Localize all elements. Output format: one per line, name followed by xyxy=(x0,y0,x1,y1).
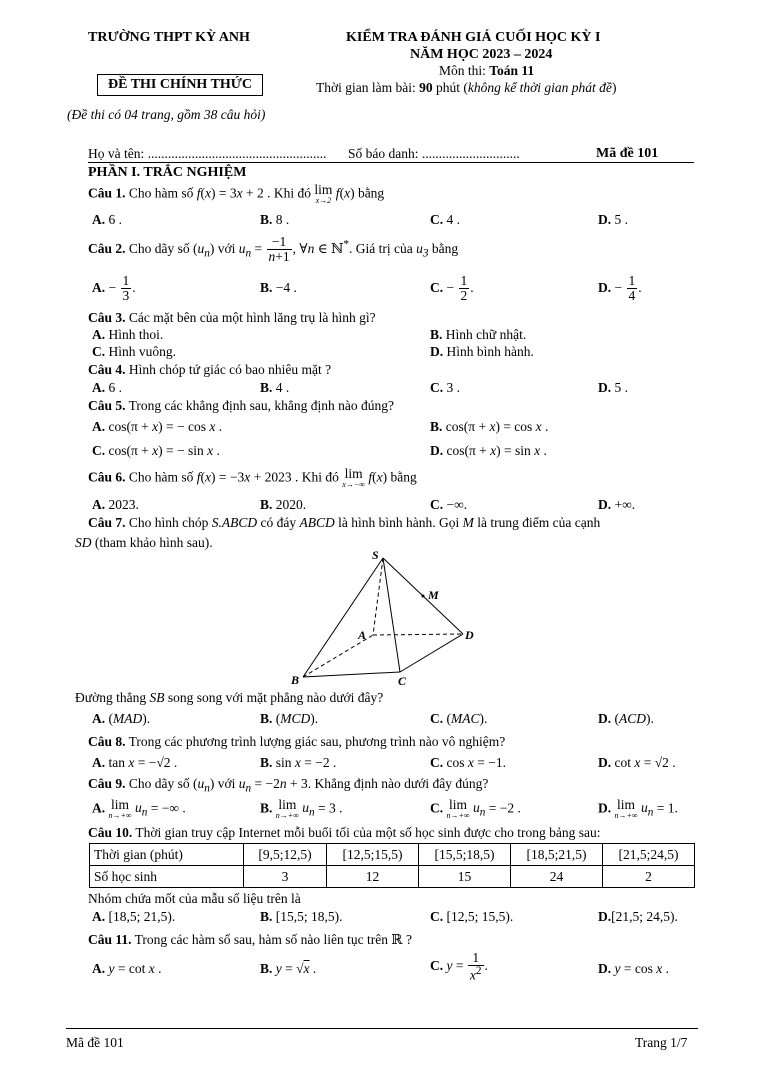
q6-tail: bằng xyxy=(387,469,417,485)
q4-text: Hình chóp tứ giác có bao nhiêu mặt ? xyxy=(125,362,332,377)
q10-table xyxy=(89,843,695,888)
q8-option-b[interactable]: B. sin x = −2 . xyxy=(260,755,337,770)
q1-label: Câu 1. xyxy=(88,185,126,201)
q3-option-c[interactable]: C. Hình vuông. xyxy=(92,344,176,359)
q10-option-c[interactable]: C. [12,5; 15,5). xyxy=(430,909,514,924)
q11-label: Câu 11. xyxy=(88,932,132,947)
q5-option-a[interactable]: A. cos(π + x) = − cos x . xyxy=(92,419,223,434)
question-5 xyxy=(88,398,394,414)
q1-tail: bằng xyxy=(354,185,385,201)
q8-text: Trong các phương trình lượng giác sau, phương trình nào vô nghiệm? xyxy=(125,734,506,749)
q7-option-b[interactable]: B. (MCD). xyxy=(260,711,319,726)
section-title: PHẦN I. TRẮC NGHIỆM xyxy=(88,165,247,180)
question-3 xyxy=(88,310,376,326)
q5-label: Câu 5. xyxy=(88,398,126,413)
q1-option-d[interactable]: D. 5 . xyxy=(598,212,628,227)
q10-text: Thời gian truy cập Internet mỗi buổi tối của một số học sinh được cho trong bảng sau: xyxy=(132,825,601,840)
q5-option-d[interactable]: D. cos(π + x) = sin x . xyxy=(430,443,547,458)
question-7-stem: Đường thẳng SB song song với mặt phẳng nào dưới đây? xyxy=(75,690,384,705)
table-row xyxy=(90,866,695,888)
question-1: Câu 1. Cho hàm số f(x) = 3x + 2 . Khi đó lim x→2 f(x) bằng xyxy=(88,182,385,205)
label-b: B xyxy=(291,673,300,687)
q11-text: Trong các hàm số sau, hàm số nào liên tục trên ℝ ? xyxy=(131,932,412,947)
table-cell: [9,5;12,5) xyxy=(244,844,327,866)
q1-option-a[interactable]: A. 6 . xyxy=(92,212,122,227)
q11-option-c[interactable]: C. y = $\frac{1}{x^2}$ . xyxy=(430,950,488,983)
q3-option-d[interactable]: D. Hình bình hành. xyxy=(430,344,534,359)
q6-option-c[interactable]: C. −∞. xyxy=(430,497,468,512)
q8-option-c[interactable]: C. cos x = −1. xyxy=(430,755,506,770)
q3-option-a[interactable]: A. Hình thoi. xyxy=(92,327,164,342)
q2-label: Câu 2. xyxy=(88,240,126,256)
q8-option-a[interactable]: A. tan x = −√2 . xyxy=(92,755,178,770)
subject-line xyxy=(439,63,534,79)
q7-option-d[interactable]: D. (ACD). xyxy=(598,711,654,726)
label-s: S xyxy=(372,548,379,562)
q1-limit: lim x→2 xyxy=(314,182,333,205)
q10-label: Câu 10. xyxy=(88,825,133,840)
time-line xyxy=(316,80,616,96)
q9-option-c[interactable]: C. lim n→+∞ $u_n = -2$ . xyxy=(430,797,521,820)
subject-prefix: Môn thi: xyxy=(439,63,490,78)
q9-option-b[interactable]: B. lim n→+∞ $u_n = 3$ . xyxy=(260,797,343,820)
question-7: Câu 7. Cho hình chóp S.ABCD có đáy ABCD là hình bình hành. Gọi M là trung điểm của cạnh xyxy=(88,515,601,530)
q9-option-d[interactable]: D. lim n→+∞ $u_n = 1$. xyxy=(598,797,678,820)
student-sbd: Số báo danh: ............................. xyxy=(348,146,520,161)
time-prefix: Thời gian làm bài: xyxy=(316,80,420,95)
q3-option-b[interactable]: B. Hình chữ nhật. xyxy=(430,327,527,342)
q10-option-d[interactable]: D.[21,5; 24,5). xyxy=(598,909,678,924)
table-cell: 3 xyxy=(244,866,327,888)
q1-option-b[interactable]: B. 8 . xyxy=(260,212,290,227)
q2-tail: . Giá trị của xyxy=(349,240,417,256)
q4-option-c[interactable]: C. 3 . xyxy=(430,380,460,395)
q7-text: Cho hình chóp xyxy=(125,515,212,530)
question-11 xyxy=(88,932,412,948)
q2-end: bằng xyxy=(428,240,459,256)
label-a: A xyxy=(358,628,367,642)
q5-text: Trong các khẳng định sau, khẳng định nào đúng? xyxy=(125,398,394,413)
time-note: không kể thời gian phát đề xyxy=(467,80,612,95)
q2-option-c[interactable]: C. − $\frac{1}{2}$ . xyxy=(430,273,474,304)
q3-label: Câu 3. xyxy=(88,310,126,325)
pyramid-figure xyxy=(290,548,490,688)
q9-label: Câu 9. xyxy=(88,776,126,791)
q5-option-b[interactable]: B. cos(π + x) = cos x . xyxy=(430,419,549,434)
q10-option-b[interactable]: B. [15,5; 18,5). xyxy=(260,909,343,924)
question-10-stem: Nhóm chứa mốt của mẫu số liệu trên là xyxy=(88,891,301,906)
footer-page: Trang 1/7 xyxy=(635,1035,688,1050)
label-m: M xyxy=(428,588,439,602)
q10-option-a[interactable]: A. [18,5; 21,5). xyxy=(92,909,176,924)
q4-option-a[interactable]: A. 6 . xyxy=(92,380,122,395)
question-9: Câu 9. Cho dãy số $(u_n)$ với $u_n = -2n + 3$. Khẳng định nào dưới đây đúng? xyxy=(88,776,489,795)
question-2: Câu 2. Cho dãy số $(u_n)$ với $u_n$ = $\frac{-1}{n+1}$ , ∀n ∈ ℕ*. Giá trị của $u_3$ bằng xyxy=(88,234,459,265)
q2-text: Cho dãy số xyxy=(125,240,194,256)
exam-title: KIỂM TRA ĐÁNH GIÁ CUỐI HỌC KỲ I xyxy=(346,30,601,45)
time-value: 90 xyxy=(419,80,433,95)
subject: Toán 11 xyxy=(489,63,535,78)
q2-fraction: $\frac{-1}{n+1}$ xyxy=(268,234,290,265)
label-c: C xyxy=(398,674,407,688)
student-name: Họ và tên: ..................................................... xyxy=(88,146,327,161)
label-d: D xyxy=(465,628,474,642)
q1-text: Cho hàm số xyxy=(125,185,197,201)
q5-option-c[interactable]: C. cos(π + x) = − sin x . xyxy=(92,443,220,458)
q1-function: f xyxy=(196,185,201,201)
q4-option-b[interactable]: B. 4 . xyxy=(260,380,290,395)
exam-code: Mã đề 101 xyxy=(596,146,659,161)
q2-option-a[interactable]: A. − $\frac{1}{3}$ . xyxy=(92,273,136,304)
q7-label: Câu 7. xyxy=(88,515,126,530)
official-box: ĐỀ THI CHÍNH THỨC xyxy=(97,74,263,96)
q7-option-c[interactable]: C. (MAC). xyxy=(430,711,488,726)
table-cell: 24 xyxy=(511,866,603,888)
q9-text: Cho dãy số xyxy=(125,776,194,791)
q11-option-d[interactable]: D. y = cos x . xyxy=(598,961,669,976)
q7-option-a[interactable]: A. (MAD). xyxy=(92,711,151,726)
time-unit: phút ( xyxy=(432,80,468,95)
q8-label: Câu 8. xyxy=(88,734,126,749)
q2-option-b[interactable]: B. −4 . xyxy=(260,280,297,295)
q6-option-a[interactable]: A. 2023. xyxy=(92,497,139,512)
footer-rule xyxy=(66,1028,698,1029)
q3-text: Các mặt bên của một hình lăng trụ là hình gì? xyxy=(125,310,376,325)
table-cell: [15,5;18,5) xyxy=(419,844,511,866)
question-8 xyxy=(88,734,505,750)
time-close: ) xyxy=(611,80,617,95)
q2-mid: với xyxy=(214,240,239,256)
table-cell: 15 xyxy=(419,866,511,888)
table-row xyxy=(90,844,695,866)
q4-option-d[interactable]: D. 5 . xyxy=(598,380,628,395)
question-4 xyxy=(88,362,331,378)
header-rule xyxy=(88,162,694,163)
q2-option-d[interactable]: D. − $\frac{1}{4}$ . xyxy=(598,273,642,304)
school-year: NĂM HỌC 2023 – 2024 xyxy=(410,47,553,62)
table-cell: Số học sinh xyxy=(90,866,244,888)
table-cell: 12 xyxy=(327,866,419,888)
q11-option-b[interactable]: B. y = √x . xyxy=(260,961,317,976)
footer-code: Mã đề 101 xyxy=(66,1035,124,1050)
q6-limit: lim x→−∞ xyxy=(342,466,365,489)
question-10 xyxy=(88,825,601,841)
table-cell: Thời gian (phút) xyxy=(90,844,244,866)
q6-option-b[interactable]: B. 2020. xyxy=(260,497,307,512)
q6-label: Câu 6. xyxy=(88,469,126,485)
table-cell: 2 xyxy=(603,866,695,888)
table-cell: [12,5;15,5) xyxy=(327,844,419,866)
q6-option-d[interactable]: D. +∞. xyxy=(598,497,636,512)
q8-option-d[interactable]: D. cot x = √2 . xyxy=(598,755,676,770)
table-cell: [21,5;24,5) xyxy=(603,844,695,866)
school-name: TRƯỜNG THPT KỲ ANH xyxy=(88,30,250,45)
q4-label: Câu 4. xyxy=(88,362,126,377)
q6-text: Cho hàm số xyxy=(125,469,197,485)
q11-option-a[interactable]: A. y = cot x . xyxy=(92,961,162,976)
q1-option-c[interactable]: C. 4 . xyxy=(430,212,460,227)
exam-note: (Đề thi có 04 trang, gồm 38 câu hỏi) xyxy=(67,107,266,122)
question-6: Câu 6. Cho hàm số f(x) = −3x + 2023 . Khi đó lim x→−∞ f(x) bằng xyxy=(88,466,417,489)
question-7-line2: SD (tham khảo hình sau). xyxy=(75,535,213,550)
table-cell: [18,5;21,5) xyxy=(511,844,603,866)
q9-option-a[interactable]: A. lim n→+∞ $u_n$ = −∞ . xyxy=(92,797,186,820)
